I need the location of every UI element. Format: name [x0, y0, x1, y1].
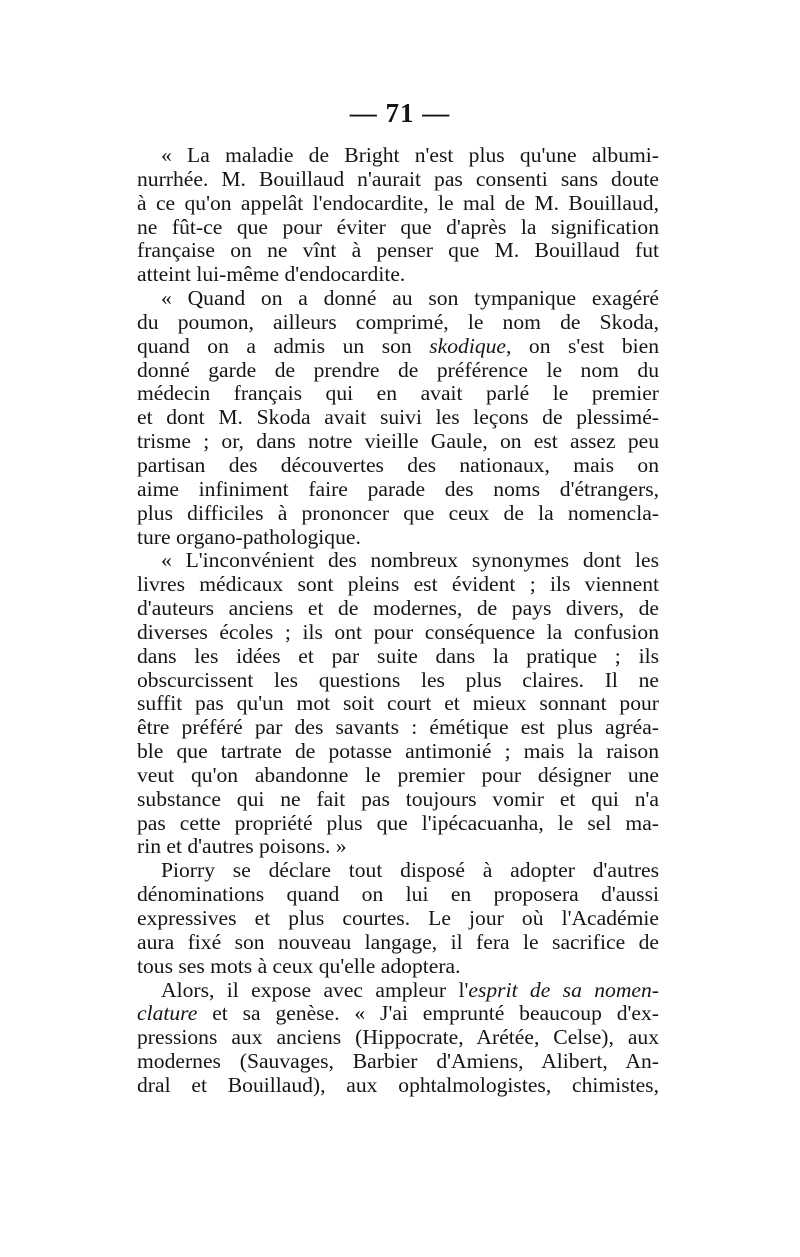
text-line: à ce qu'on appelât l'endocardite, le mal de M. Bouillaud,: [137, 190, 659, 215]
text-line: pressions aux anciens (Hippocrate, Arétée, Celse), aux: [137, 1025, 659, 1050]
text-line: et dont M. Skoda avait suivi les leçons de plessimé-: [137, 405, 659, 430]
text-line: [137, 335, 659, 359]
text-line: du poumon, ailleurs comprimé, le nom de Skoda,: [137, 309, 659, 334]
text-line: ble que tartrate de potasse antimonié ; mais la raison: [137, 739, 659, 764]
text-line: expressives et plus courtes. Le jour où l'Académie: [137, 906, 659, 930]
text-fragment: et sa genèse. « J'ai emprunté beaucoup d'ex-: [197, 1001, 659, 1026]
text-line: nurrhée. M. Bouillaud n'aurait pas consenti sans doute: [137, 166, 659, 191]
text-line: [137, 979, 659, 1003]
text-line: substance qui ne fait pas toujours vomir et qui n'a: [137, 786, 659, 811]
text-line: ne fût-ce que pour éviter que d'après la signification: [137, 214, 659, 239]
text-line: modernes (Sauvages, Barbier d'Amiens, Alibert, An-: [137, 1049, 659, 1074]
text-line: aura fixé son nouveau langage, il fera le sacrifice de: [137, 929, 659, 954]
text-line: tous ses mots à ceux qu'elle adoptera.: [137, 953, 461, 978]
text-line: aime infiniment faire parade des noms d'étrangers,: [137, 476, 659, 501]
text-line: « Quand on a donné au son tympanique exagéré: [161, 286, 659, 311]
text-line: [137, 1002, 659, 1026]
text-line: diverses écoles ; ils ont pour conséquence la confusion: [137, 619, 659, 644]
text-line: atteint lui-même d'endocardite.: [137, 262, 406, 287]
text-line: « La maladie de Bright n'est plus qu'une albumi-: [161, 143, 659, 167]
text-line: rin et d'autres poisons. »: [137, 834, 347, 859]
text-line: dénominations quand on lui en proposera d'aussi: [137, 882, 659, 907]
text-fragment: quand on a admis un son: [137, 333, 430, 358]
page-number: — 71 —: [349, 98, 451, 128]
text-line: suffit pas qu'un mot soit court et mieux sonnant pour: [137, 691, 659, 716]
text-line: veut qu'on abandonne le premier pour désigner une: [137, 762, 659, 787]
text-line: dral et Bouillaud), aux ophtalmologistes, chimistes,: [137, 1072, 659, 1097]
italic-phrase: clature: [137, 1001, 198, 1026]
text-line: médecin français qui en avait parlé le premier: [137, 381, 659, 406]
text-line: « L'inconvénient des nombreux synonymes dont les: [161, 548, 659, 573]
text-line: dans les idées et par suite dans la pratique ; ils: [137, 643, 659, 668]
text-line: française on ne vînt à penser que M. Bouillaud fut: [137, 238, 659, 263]
text-line: être préféré par des savants : émétique est plus agréa-: [137, 715, 659, 740]
text-fragment: , on s'est bien: [506, 333, 660, 358]
body-text: [137, 144, 659, 1098]
text-line: trisme ; or, dans notre vieille Gaule, on est assez peu: [137, 429, 659, 454]
text-line: livres médicaux sont pleins est évident ; ils viennent: [137, 572, 659, 597]
text-line: ture organo-pathologique.: [137, 524, 361, 549]
text-fragment: Alors, il expose avec ampleur l': [161, 977, 469, 1002]
text-line: Piorry se déclare tout disposé à adopter d'autres: [161, 858, 659, 883]
text-line: d'auteurs anciens et de modernes, de pays divers, de: [137, 596, 659, 621]
text-line: obscurcissent les questions les plus claires. Il ne: [137, 667, 659, 692]
italic-term: skodique: [429, 333, 506, 358]
text-line: donné garde de prendre de préférence le nom du: [137, 357, 659, 382]
text-line: partisan des découvertes des nationaux, mais on: [137, 452, 659, 477]
text-line: pas cette propriété plus que l'ipécacuanha, le sel ma-: [137, 810, 659, 835]
text-line: plus difficiles à prononcer que ceux de la nomencla-: [137, 500, 659, 525]
italic-phrase: esprit de sa nomen-: [468, 977, 659, 1002]
